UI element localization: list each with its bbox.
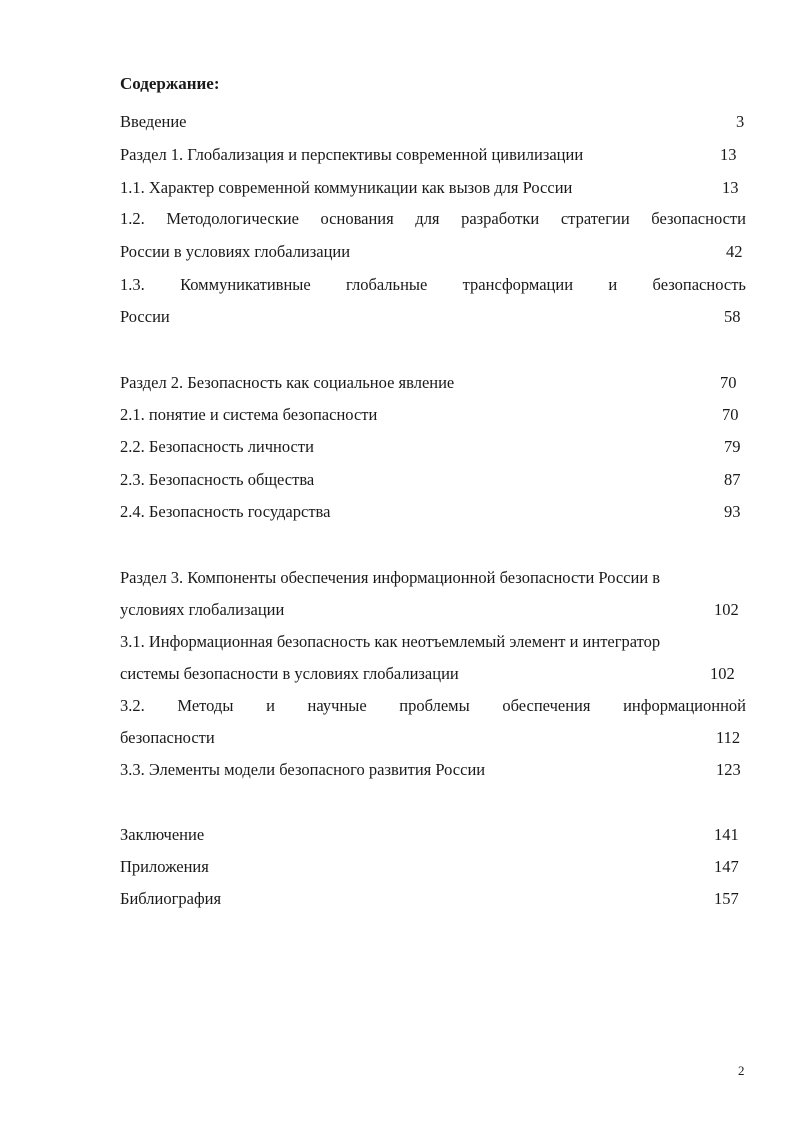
toc-entry-page: 58: [724, 307, 741, 326]
toc-word: трансформации: [462, 275, 574, 294]
toc-entry-title: 2.2. Безопасность личности: [120, 437, 314, 456]
toc-entry-title: Введение: [120, 112, 187, 131]
toc-entry-title: системы безопасности в условиях глобализации: [120, 664, 459, 683]
toc-entry-title: Раздел 3. Компоненты обеспечения информационной безопасности России в: [120, 568, 661, 587]
toc-word: и: [266, 696, 275, 715]
toc-word: 1.3.: [120, 275, 145, 294]
toc-entry-1-3-line-1: [120, 273, 746, 297]
toc-entry-3-1-line-2: [120, 662, 746, 686]
toc-entry-2-2: [120, 435, 746, 459]
toc-word: обеспечения: [502, 696, 591, 715]
toc-entry-bibliography: [120, 887, 746, 911]
toc-entry-page: 141: [714, 825, 739, 844]
toc-entry-page: 13: [720, 145, 737, 164]
toc-entry-1-2-line-2: [120, 240, 746, 264]
toc-entry-title: Приложения: [120, 857, 209, 876]
toc-word: безопасности: [651, 209, 746, 228]
toc-entry-intro: [120, 110, 746, 134]
toc-entry-appendix: [120, 855, 746, 879]
toc-entry-page: 42: [726, 242, 743, 261]
toc-entry-title: безопасности: [120, 728, 215, 747]
toc-entry-page: 123: [716, 760, 741, 779]
toc-entry-title: Библиография: [120, 889, 222, 908]
toc-entry-title: условиях глобализации: [120, 600, 285, 619]
toc-entry-title: 2.4. Безопасность государства: [120, 502, 331, 521]
toc-word: безопасность: [652, 275, 746, 294]
toc-entry-page: 3: [736, 112, 745, 131]
toc-title: Содержание:: [120, 74, 220, 93]
toc-entry-page: 70: [720, 373, 737, 392]
toc-word: информационной: [623, 696, 746, 715]
toc-entry-title: России в условиях глобализации: [120, 242, 351, 261]
toc-word: Методы: [177, 696, 234, 715]
toc-entry-page: 112: [716, 728, 741, 747]
toc-entry-section-3-line-1: [120, 566, 746, 590]
toc-word: 1.2.: [120, 209, 145, 228]
toc-entry-page: 102: [710, 664, 735, 683]
toc-word: 3.2.: [120, 696, 145, 715]
toc-entry-page: 79: [724, 437, 741, 456]
toc-word: глобальные: [346, 275, 428, 294]
toc-word: для: [415, 209, 440, 228]
toc-entry-title: России: [120, 307, 170, 326]
toc-word: и: [608, 275, 618, 294]
toc-word: разработки: [461, 209, 540, 228]
toc-entry-title: Раздел 1. Глобализация и перспективы современной цивилизации: [120, 145, 584, 164]
toc-entry-title: 3.3. Элементы модели безопасного развития России: [120, 760, 486, 779]
toc-entry-2-3: [120, 468, 746, 492]
toc-entry-3-2-line-1: [120, 694, 746, 718]
toc-entry-conclusion: [120, 823, 746, 847]
toc-entry-page: 93: [724, 502, 741, 521]
toc-entry-title: 2.3. Безопасность общества: [120, 470, 315, 489]
toc-entry-title: 2.1. понятие и система безопасности: [120, 405, 378, 424]
toc-entry-page: 87: [724, 470, 741, 489]
toc-word: основания: [320, 209, 394, 228]
toc-word: Коммуникативные: [180, 275, 311, 294]
toc-entry-3-2-line-2: [120, 726, 746, 750]
toc-entry-title: Заключение: [120, 825, 205, 844]
toc-entry-3-3: [120, 758, 746, 782]
toc-entry-2-1: [120, 403, 746, 427]
toc-entry-page: 13: [722, 178, 739, 197]
toc-word: проблемы: [399, 696, 470, 715]
toc-entry-section-2: [120, 371, 746, 395]
toc-word: Методологические: [166, 209, 299, 228]
toc-entry-section-3-line-2: [120, 598, 746, 622]
toc-entry-page: 70: [722, 405, 739, 424]
toc-entry-1-3-line-2: [120, 305, 746, 329]
toc-entry-1-1: [120, 176, 746, 200]
toc-word: научные: [307, 696, 367, 715]
toc-entry-3-1-line-1: [120, 630, 746, 654]
toc-word: стратегии: [560, 209, 630, 228]
toc-entry-title: 3.1. Информационная безопасность как неотъемлемый элемент и интегратор: [120, 632, 661, 651]
toc-entry-page: 157: [714, 889, 739, 908]
toc-entry-title: Раздел 2. Безопасность как социальное явление: [120, 373, 455, 392]
toc-entry-section-1: [120, 143, 746, 167]
page-number: 2: [738, 1063, 745, 1078]
toc-entry-title: 1.1. Характер современной коммуникации как вызов для России: [120, 178, 573, 197]
toc-entry-page: 102: [714, 600, 739, 619]
toc-entry-1-2-line-1: [120, 207, 746, 231]
toc-entry-page: 147: [714, 857, 739, 876]
toc-entry-2-4: [120, 500, 746, 524]
